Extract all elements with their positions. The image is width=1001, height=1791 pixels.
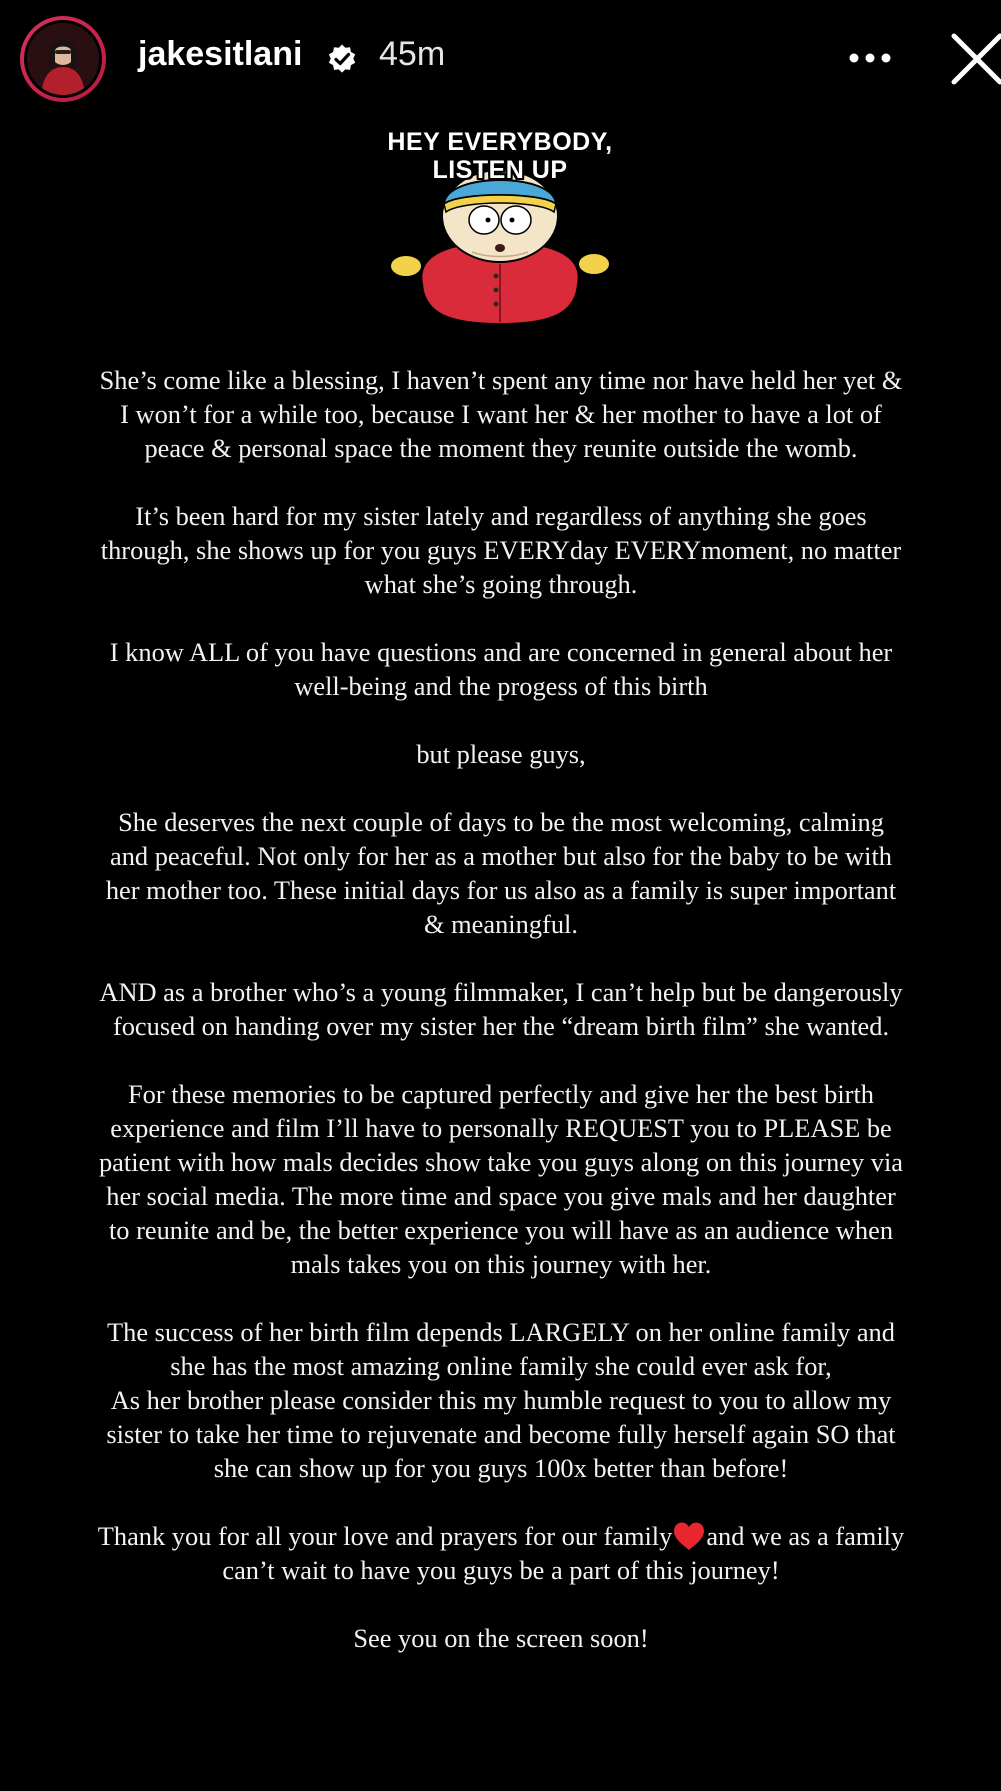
thanks-text-part-1: Thank you for all your love and prayers for our family <box>97 1521 673 1551</box>
post-time: 45m <box>379 35 446 73</box>
story-paragraph-thanks <box>36 1519 966 1587</box>
story-paragraph: It’s been hard for my sister lately and regardless of anything she goes through, she shows up for you guys EVERYday EVERYmoment, no matter what she’s going through. <box>100 501 902 599</box>
story-paragraph: For these memories to be captured perfectly and give her the best birth experience and film I’ll have to personally REQUEST you to PLEASE be patient with how mals decides show take you guys along on this journey via her social media. The more time and space you give mals and her daughter to reunite and be, the better experience you will have as an audience when mals takes you on this journey with her. <box>98 1079 904 1279</box>
story-paragraph: I know ALL of you have questions and are concerned in general about her well-being and the progess of this birth <box>109 637 893 701</box>
story-paragraph: She’s come like a blessing, I haven’t spent any time nor have held her yet & I won’t for a while too, because I want her & her mother to have a lot of peace & personal space the moment they reunite outside the womb. <box>99 365 903 463</box>
avatar-illustration <box>27 23 99 95</box>
meme-caption-line-1: HEY EVERYBODY, <box>387 128 613 156</box>
story-header <box>0 0 1001 120</box>
more-horizontal-icon[interactable] <box>846 46 894 70</box>
close-icon[interactable] <box>948 30 1001 88</box>
red-heart-icon <box>672 1521 706 1551</box>
story-paragraph: AND as a brother who’s a young filmmaker, I can’t help but be dangerously focused on handing over my sister her the “dream birth film” she wanted. <box>99 977 903 1041</box>
story-paragraph-signoff: See you on the screen soon! <box>353 1623 649 1653</box>
verified-badge-icon <box>327 44 357 74</box>
meme-caption-line-2: LISTEN UP <box>432 156 568 184</box>
profile-avatar[interactable] <box>20 16 106 102</box>
story-paragraph: The success of her birth film depends LARGELY on her online family and she has the most amazing online family she could ever ask for, As her brother please consider this my humble request to you to allow my sister to take her time to rejuvenate and become fully herself again SO that she can show up for you guys 100x better than before! <box>106 1317 896 1483</box>
avatar-photo <box>24 20 102 98</box>
meme-caption <box>340 128 660 184</box>
story-paragraph: She deserves the next couple of days to be the most welcoming, calming and peaceful. Not only for her as a mother but also for the baby to be with her mother too. These initial days for us also as a family is super important & meaningful. <box>105 807 897 939</box>
thanks-text-part-2: and we as a family can’t wait to have you guys be a part of this journey! <box>222 1521 905 1585</box>
story-paragraph: but please guys, <box>416 739 586 769</box>
username[interactable]: jakesitlani <box>138 35 303 73</box>
meme-sticker <box>340 128 660 328</box>
story-text <box>36 363 966 1689</box>
cartoon-character-image <box>340 164 660 334</box>
